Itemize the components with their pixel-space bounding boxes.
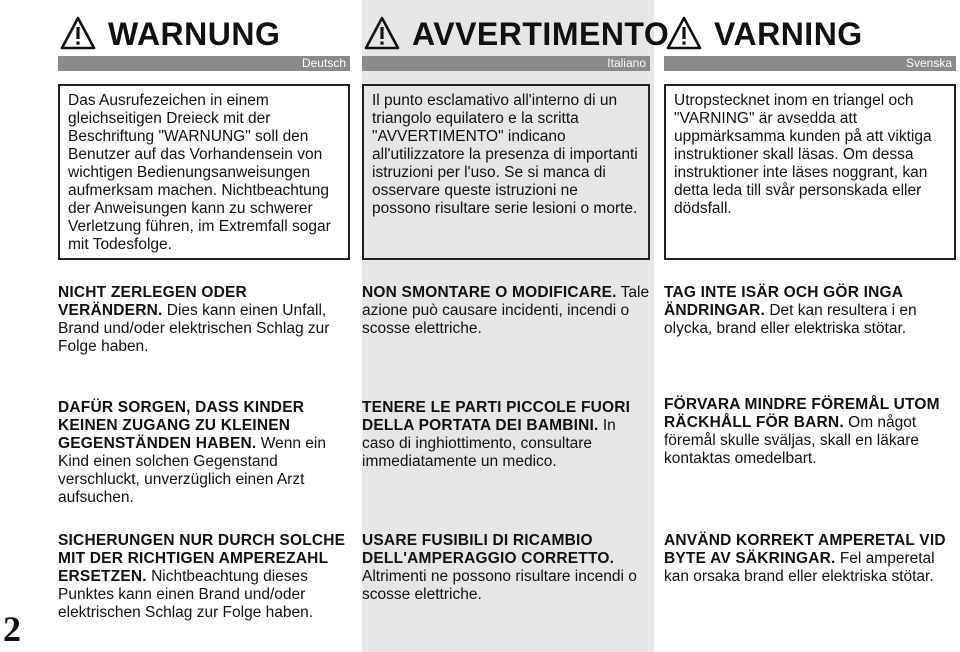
column-header xyxy=(664,0,956,56)
safety-item-body: Det kan resultera i en olycka, brand eller elektriska stötar. xyxy=(664,302,917,337)
safety-item-heading: FÖRVARA MINDRE FÖREMÅL UTOM RÄCKHÅLL FÖR BARN. xyxy=(664,396,940,431)
warning-intro-box: Das Ausrufezeichen in einem gleichseitigen Dreieck mit der Beschriftung "WARNUNG" soll den Benutzer auf das Vorhandensein von wichtigen Bedienungsanweisungen aufmerksam machen. Nichtbeachtung der Anweisungen kann zu schwerer Verletzung führen, im Extremfall sogar mit Todesfolge. xyxy=(58,84,350,260)
safety-item-heading: DAFÜR SORGEN, DASS KINDER KEINEN ZUGANG ZU KLEINEN GEGENSTÄNDEN HABEN. xyxy=(58,399,305,452)
safety-item xyxy=(58,284,350,356)
safety-item-heading: SICHERUNGEN NUR DURCH SOLCHE MIT DER RICHTIGEN AMPEREZAHL ERSETZEN. xyxy=(58,532,346,585)
safety-item-heading: TAG INTE ISÄR OCH GÖR INGA ÄNDRINGAR. xyxy=(664,284,903,319)
safety-item-body: In caso di inghiottimento, consultare immediatamente un medico. xyxy=(362,417,616,470)
safety-item xyxy=(362,284,650,338)
language-label: Deutsch xyxy=(58,56,350,71)
column-swedish xyxy=(664,0,956,585)
safety-item xyxy=(58,399,350,507)
safety-item xyxy=(664,284,956,338)
warning-intro-box: Il punto esclamativo all'interno di un triangolo equilatero e la scritta "AVVERTIMENTO" indicano all'utilizzatore la presenza di importanti istruzioni per l'uso. Se si manca di osservare queste istruzioni ne possono risultare serie lesioni o morte. xyxy=(362,84,650,260)
column-header xyxy=(362,0,670,56)
safety-item-body: Wenn ein Kind einen solchen Gegenstand verschluckt, unverzüglich einen Arzt aufsuchen. xyxy=(58,435,326,506)
safety-item xyxy=(362,532,650,604)
safety-item-body: Fel amperetal kan orsaka brand eller elektriska stötar. xyxy=(664,550,935,585)
column-italian xyxy=(362,0,670,603)
safety-item xyxy=(664,396,956,468)
page-number: 2 xyxy=(3,609,21,649)
warning-title: VARNING xyxy=(714,16,863,52)
warning-title: AVVERTIMENTO xyxy=(412,16,670,52)
warning-triangle-icon xyxy=(60,15,96,51)
column-header xyxy=(58,0,350,56)
safety-item xyxy=(362,399,650,471)
safety-item-heading: USARE FUSIBILI DI RICAMBIO DELL'AMPERAGGIO CORRETTO. xyxy=(362,532,615,567)
safety-item xyxy=(664,532,956,586)
language-label: Italiano xyxy=(362,56,650,71)
safety-item-heading: ANVÄND KORREKT AMPERETAL VID BYTE AV SÄKRINGAR. xyxy=(664,532,946,567)
safety-item-body: Om något föremål skulle sväljas, skall en läkare kontaktas omedelbart. xyxy=(664,414,919,467)
safety-item xyxy=(58,532,350,622)
warning-title: WARNUNG xyxy=(108,16,281,52)
language-label: Svenska xyxy=(664,56,956,71)
safety-item-body: Dies kann einen Unfall, Brand und/oder elektrischen Schlag zur Folge haben. xyxy=(58,302,330,355)
safety-item-heading: NICHT ZERLEGEN ODER VERÄNDERN. xyxy=(58,284,247,319)
safety-item-heading: NON SMONTARE O MODIFICARE. xyxy=(362,284,617,301)
column-german xyxy=(58,0,350,621)
safety-item-body: Tale azione può causare incidenti, incendi o scosse elettriche. xyxy=(362,284,650,337)
warning-triangle-icon xyxy=(666,15,702,51)
safety-item-body: Altrimenti ne possono risultare incendi o scosse elettriche. xyxy=(362,568,637,603)
warning-intro-box: Utropstecknet inom en triangel och "VARNING" är avsedda att uppmärksamma kunden på att viktiga instruktioner skall läsas. Om dessa instruktioner inte läses noggrant, kan detta leda till svår personskada eller dödsfall. xyxy=(664,84,956,260)
warning-triangle-icon xyxy=(364,15,400,51)
safety-item-body: Nichtbeachtung dieses Punktes kann einen Brand und/oder elektrischen Schlag zur Folge haben. xyxy=(58,568,314,621)
safety-item-heading: TENERE LE PARTI PICCOLE FUORI DELLA PORTATA DEI BAMBINI. xyxy=(362,399,631,434)
